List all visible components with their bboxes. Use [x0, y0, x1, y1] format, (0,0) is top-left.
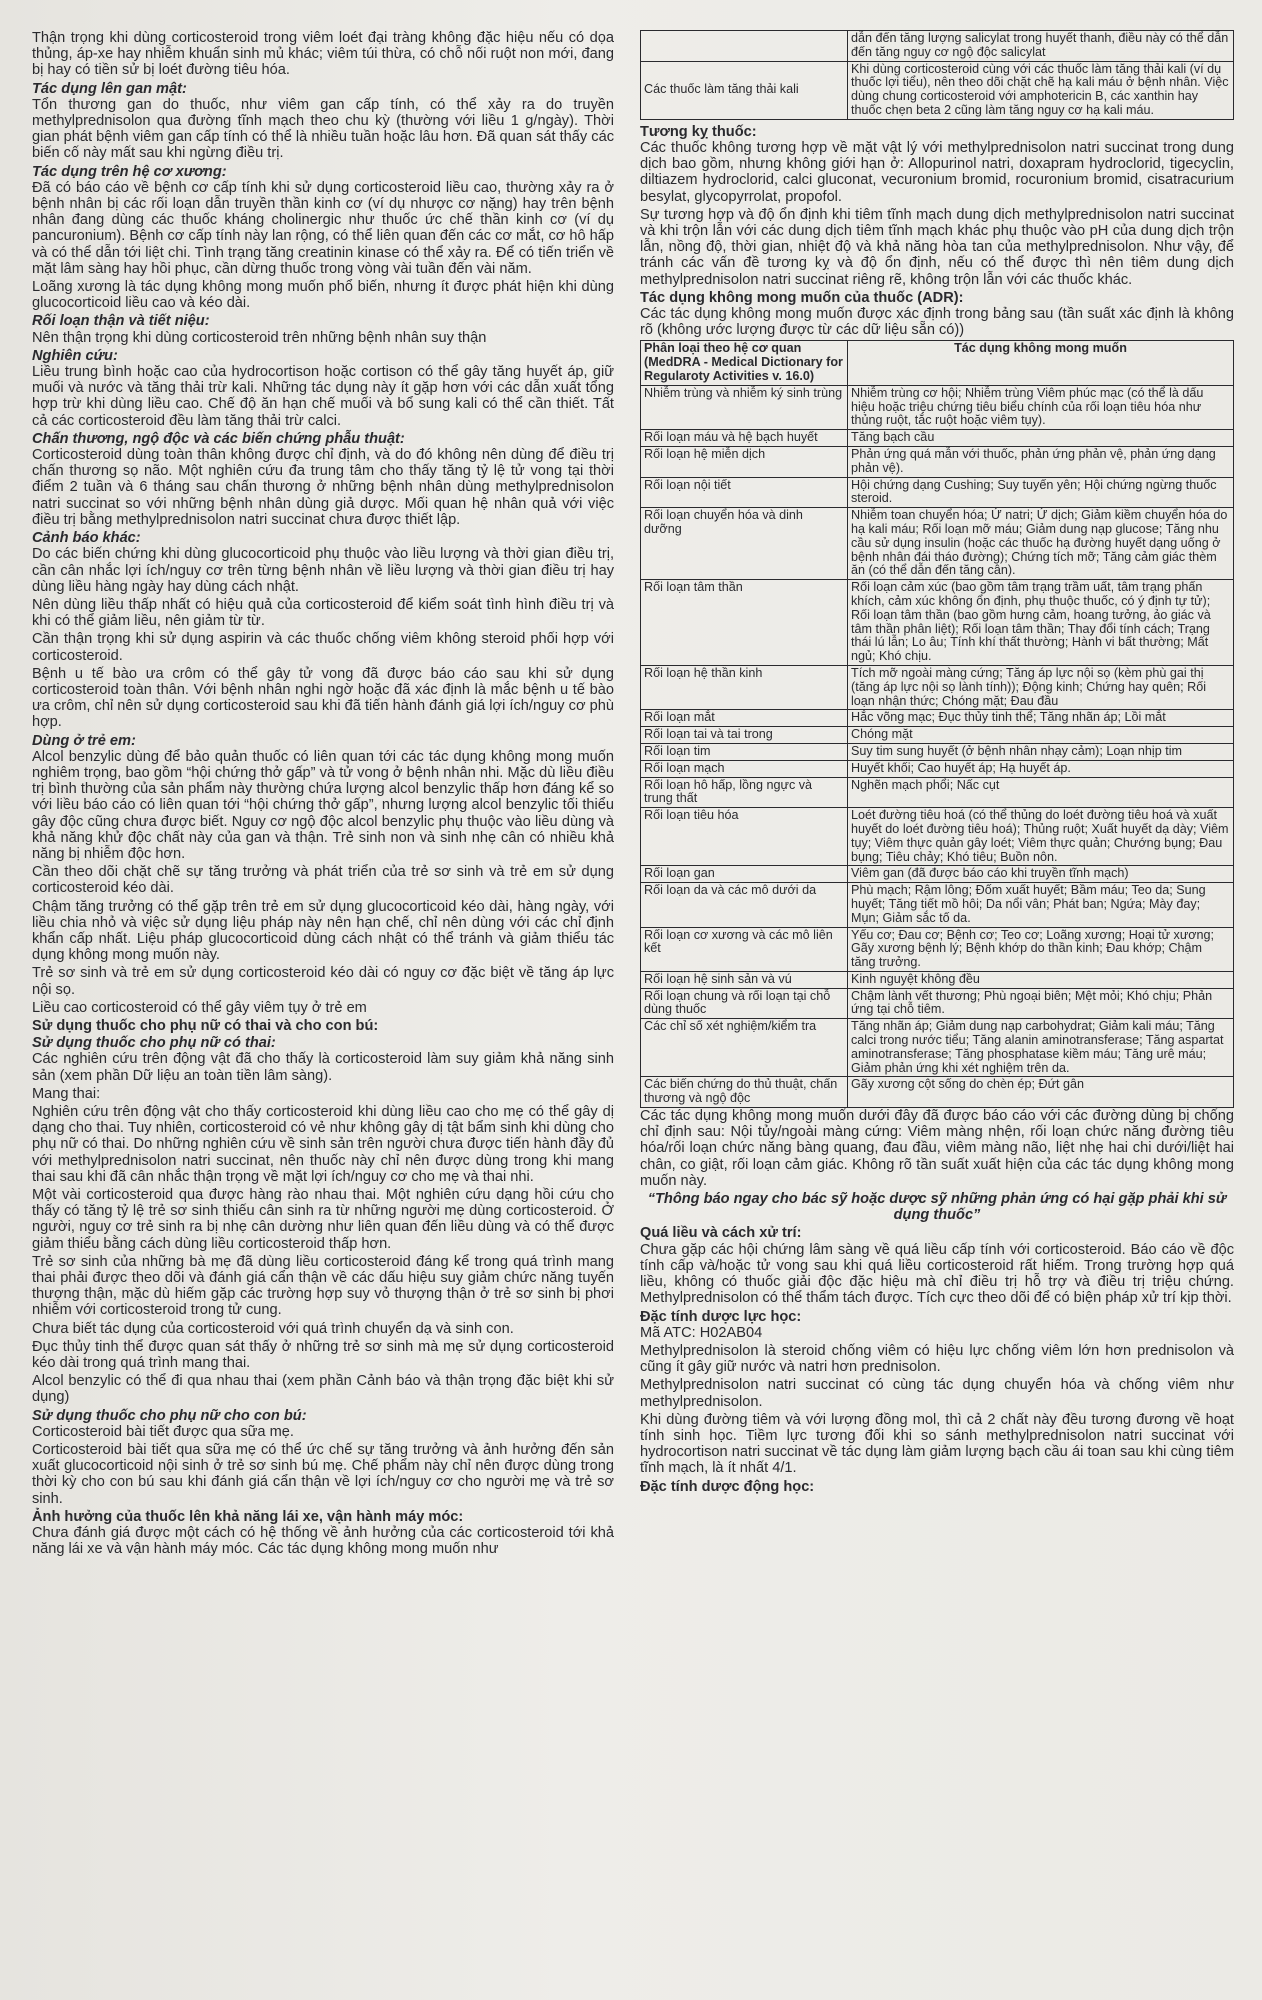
- paragraph: Corticosteroid bài tiết được qua sữa mẹ.: [32, 1423, 294, 1440]
- adr-row: [641, 710, 1234, 727]
- effect-cell: Tăng bạch cầu: [848, 430, 1234, 447]
- adr-row: [641, 727, 1234, 744]
- paragraph: Chưa đánh giá được một cách có hệ thống về ảnh hưởng của các corticosteroid tới khả năng lái xe và vận hành máy móc. Các tác dụng không mong muốn như: [32, 1525, 614, 1558]
- organ-class-cell: Rối loạn tâm thần: [641, 580, 848, 666]
- paragraph: Loãng xương là tác dụng không mong muốn phổ biến, nhưng ít được phát hiện khi dùng glucocorticoid liều cao và kéo dài.: [32, 279, 614, 312]
- adr-row: [641, 988, 1234, 1019]
- paragraph: Alcol benzylic dùng để bảo quản thuốc có liên quan tới các tác dụng không mong muốn nghiêm trọng, bao gồm “hội chứng thở gấp” và tử vong ở bệnh nhân nhi. Mặc dù liều điều trị bình thường của sản phẩm này thường chứa lượng alcol benzylic thấp hơn đáng kể so với liều báo cáo có liên quan tới “hội chứng thở gấp”, nhưng lượng alcol benzylic tối thiểu gây độc cũng chưa được biết. Nguy cơ ngộ độc alcol benzylic phụ thuộc vào liều dùng và khả năng khử độc chất này của gan và thận. Trẻ sinh non và sinh nhẹ cân có nhiều khả năng bị nhiễm độc hơn.: [32, 748, 614, 862]
- paragraph: Các nghiên cứu trên động vật đã cho thấy là corticosteroid làm suy giảm khả năng sinh sản (xem phần Dữ liệu an toàn tiền lâm sàng).: [32, 1051, 614, 1084]
- right-bottom-section: [640, 1108, 1234, 1495]
- organ-class-cell: Rối loạn hô hấp, lồng ngực và trung thất: [641, 777, 848, 808]
- effect-cell: Huyết khối; Cao huyết áp; Hạ huyết áp.: [848, 760, 1234, 777]
- effect-cell: Loét đường tiêu hoá (có thể thủng do loét đường tiêu hoá và xuất huyết do loét đường tiêu hoá); Thủng ruột; Xuất huyết dạ dày; Viêm tụy; Viêm thực quản gây loét; Viêm thực quản; Chướng bụng; Đau bụng; Tiêu chảy; Khó tiêu; Buồn nôn.: [848, 808, 1234, 866]
- organ-class-cell: Rối loạn cơ xương và các mô liên kết: [641, 927, 848, 971]
- organ-class-cell: Rối loạn máu và hệ bạch huyết: [641, 430, 848, 447]
- paragraph: Mã ATC: H02AB04: [640, 1324, 763, 1341]
- adr-header-effects: Tác dụng không mong muốn: [848, 341, 1234, 385]
- section-heading: Sử dụng thuốc cho phụ nữ có thai và cho con bú:: [32, 1017, 379, 1034]
- adr-header-organ-class: Phân loại theo hệ cơ quan (MedDRA - Medical Dictionary for Regularoty Activities v. 16.0): [641, 341, 848, 385]
- paragraph: Các tác dụng không mong muốn dưới đây đã được báo cáo với các đường dùng bị chống chỉ định sau: Nội tủy/ngoài màng cứng: Viêm màng nhện, rối loạn chức năng đường tiêu hóa/rối loạn chức năng bàng quang, đau đầu, viêm màng não, liệt nhẹ hai chi dưới/liệt hai chân, co giật, rối loạn cảm giác. Không rõ tần suất xuất hiện của các tác dụng không mong muốn này.: [640, 1108, 1234, 1189]
- organ-class-cell: [641, 31, 848, 62]
- adr-row: [641, 808, 1234, 866]
- effect-cell: Tăng nhãn áp; Giảm dung nạp carbohydrat; Giảm kali máu; Tăng calci trong nước tiểu; Tăng alanin aminotransferase; Tăng aspartat aminotransferase; Tăng phosphatase kiềm máu; Tăng urê máu; Giảm phản ứng khi xét nghiệm trên da.: [848, 1019, 1234, 1077]
- paragraph: Nên thận trọng khi dùng corticosteroid trên những bệnh nhân suy thận: [32, 329, 487, 346]
- organ-class-cell: Rối loạn chuyển hóa và dinh dưỡng: [641, 508, 848, 580]
- paragraph: Sự tương hợp và độ ổn định khi tiêm tĩnh mạch dung dịch methylprednisolon natri succinat và khi trộn lẫn với các dung dịch tiêm tĩnh mạch khác phụ thuộc vào pH của dung dịch trộn lẫn, nồng độ, thời gian, nhiệt độ và khả năng hòa tan của methylprednisolon. Như vậy, để tránh các vấn đề tương kỵ và độ ổn định, nếu có thể được thì nên tiêm dung dịch methylprednisolon natri succinat riêng rẽ, không trộn lẫn với các thuốc khác.: [640, 206, 1234, 288]
- effect-cell: Phù mạch; Rậm lông; Đốm xuất huyết; Bầm máu; Teo da; Sung huyết; Tăng tiết mồ hôi; Da nổi vân; Phát ban; Ngứa; Mày đay; Mụn; Giảm sắc tố da.: [848, 883, 1234, 927]
- effect-cell: Suy tim sung huyết (ở bệnh nhân nhạy cảm); Loạn nhịp tim: [848, 743, 1234, 760]
- interaction-row: [641, 61, 1234, 119]
- right-middle-section: [640, 124, 1234, 339]
- paragraph: Cần theo dõi chặt chẽ sự tăng trưởng và phát triển của trẻ sơ sinh và trẻ em sử dụng corticosteroid kéo dài.: [32, 864, 614, 897]
- adr-row: [641, 430, 1234, 447]
- effect-cell: Viêm gan (đã được báo cáo khi truyền tĩnh mạch): [848, 866, 1234, 883]
- organ-class-cell: Rối loạn da và các mô dưới da: [641, 883, 848, 927]
- paragraph: Corticosteroid dùng toàn thân không được chỉ định, và do đó không nên dùng để điều trị chấn thương sọ não. Một nghiên cứu đa trung tâm cho thấy tăng tỷ lệ tử vong tại thời điểm 2 tuần và 6 tháng sau chấn thương ở những bệnh nhân dùng methylprednisolon natri succinat so với những bệnh nhân dùng giả dược. Mối quan hệ nhân quả với việc điều trị bằng methylprednisolon natri succinat chưa được thiết lập.: [32, 447, 614, 528]
- section-heading: Cảnh báo khác:: [32, 530, 141, 547]
- adr-row: [641, 508, 1234, 580]
- paragraph: Chưa biết tác dụng của corticosteroid với quá trình chuyển dạ và sinh con.: [32, 1320, 514, 1337]
- section-heading: Tương kỵ thuốc:: [640, 123, 757, 140]
- paragraph: Đã có báo cáo về bệnh cơ cấp tính khi sử dụng corticosteroid liều cao, thường xảy ra ở bệnh nhân bị các rối loạn dẫn truyền thần kinh cơ (ví dụ nhược cơ nặng) hay trên bệnh nhân đang dùng các thuốc kháng cholinergic như thuốc ức chế thần kinh cơ (ví dụ pancuronium). Bệnh cơ cấp tính này lan rộng, có thể liên quan đến các cơ mắt, cơ hô hấp và có thể dẫn tới liệt chi. Tình trạng tăng creatinin kinase có thể xảy ra. Để có tiến triển về mặt lâm sàng hay hồi phục, cần dừng thuốc trong vòng vài tuần đến vài năm.: [32, 179, 614, 277]
- paragraph: Chưa gặp các hội chứng lâm sàng về quá liều cấp tính với corticosteroid. Báo cáo về độc tính cấp và/hoặc tử vong sau khi quá liều corticosteroid rất hiếm. Trong trường hợp quá liều, không có thuốc giải độc đặc hiệu mà chỉ điều trị hỗ trợ và điều trị triệu chứng. Methylprednisolon có thể thẩm tách được. Tích cực theo dõi để có biện pháp xử trí kịp thời.: [640, 1241, 1234, 1307]
- organ-class-cell: Các biến chứng do thủ thuật, chấn thương và ngộ độc: [641, 1077, 848, 1108]
- organ-class-cell: Rối loạn tiêu hóa: [641, 808, 848, 866]
- organ-class-cell: Rối loạn hệ sinh sản và vú: [641, 971, 848, 988]
- organ-class-cell: Rối loạn mắt: [641, 710, 848, 727]
- paragraph: Do các biến chứng khi dùng glucocorticoid phụ thuộc vào liều lượng và thời gian điều trị, cần cân nhắc lợi ích/nguy cơ trên từng bệnh nhân về liều lượng và thời gian điều trị hay dùng liều hàng ngày hay dùng cách nhật.: [32, 546, 614, 595]
- adr-row: [641, 971, 1234, 988]
- organ-class-cell: Rối loạn gan: [641, 866, 848, 883]
- adr-row: [641, 760, 1234, 777]
- adr-row: [641, 743, 1234, 760]
- paragraph: Các tác dụng không mong muốn được xác định trong bảng sau (tần suất xác định là không rõ (không ước lượng được từ các dữ liệu sẵn có)): [640, 306, 1234, 339]
- effect-cell: Yếu cơ; Đau cơ; Bệnh cơ; Teo cơ; Loãng xương; Hoại tử xương; Gãy xương bệnh lý; Bệnh khớp do thần kinh; Đau khớp; Chậm tăng trưởng.: [848, 927, 1234, 971]
- effect-cell: Tích mỡ ngoài màng cứng; Tăng áp lực nội sọ (kèm phù gai thị (tăng áp lực nội sọ lành tính)); Động kinh; Chứng hay quên; Rối loạn nhận thức; Chóng mặt; Đau đầu: [848, 665, 1234, 709]
- section-heading: Tác dụng trên hệ cơ xương:: [32, 163, 227, 180]
- effect-cell: Phản ứng quá mẫn với thuốc, phản ứng phản vệ, phản ứng dạng phản vệ).: [848, 447, 1234, 478]
- adr-row: [641, 866, 1234, 883]
- paragraph: Trẻ sơ sinh của những bà mẹ đã dùng liều corticosteroid đáng kể trong quá trình mang thai phải được theo dõi và đánh giá cẩn thận về các dấu hiệu suy giảm chức năng tuyến thượng thận, mặc dù hiếm gặp các trường hợp suy vỏ thượng thận ở trẻ sơ sinh bị phơi nhiễm với corticosteroid trong tử cung.: [32, 1253, 614, 1319]
- effect-cell: Nghẽn mạch phổi; Nấc cụt: [848, 777, 1234, 808]
- section-heading: Ảnh hưởng của thuốc lên khả năng lái xe, vận hành máy móc:: [32, 1508, 464, 1525]
- effect-cell: Khi dùng corticosteroid cùng với các thuốc làm tăng thải kali (ví dụ thuốc lợi tiểu), nên theo dõi chặt chẽ hạ kali máu ở bệnh nhân. Việc dùng chung corticosteroid với amphotericin B, các xanthin hay thuốc chẹn beta 2 cũng làm tăng nguy cơ hạ kali máu.: [848, 61, 1234, 119]
- organ-class-cell: Các chỉ số xét nghiệm/kiểm tra: [641, 1019, 848, 1077]
- left-column: [32, 30, 614, 1996]
- paragraph: Một vài corticosteroid qua được hàng rào nhau thai. Một nghiên cứu dạng hồi cứu cho thấy có tăng tỷ lệ trẻ sơ sinh thiếu cân sinh ra từ những người mẹ dùng corticosteroid. Ở người, nguy cơ trẻ sinh ra bị nhẹ cân dường như liên quan đến liều dùng và có thể được giảm thiểu bằng cách dùng liều corticosteroid thấp hơn.: [32, 1187, 614, 1252]
- organ-class-cell: Rối loạn mạch: [641, 760, 848, 777]
- paragraph: Nghiên cứu trên động vật cho thấy corticosteroid khi dùng liều cao cho mẹ có thể gây dị dạng cho thai. Tuy nhiên, corticosteroid có vẻ như không gây dị tật bẩm sinh khi dùng cho phụ nữ có thai. Do những nghiên cứu về sinh sản trên người chưa được tiến hành đầy đủ với methylprednisolon natri succinat, nên thuốc này chỉ nên được dùng trong khi mang thai sau khi đã cân nhắc thận trọng về mặt lợi ích/nguy cơ cho mẹ và thai nhi.: [32, 1104, 614, 1185]
- effect-cell: Chóng mặt: [848, 727, 1234, 744]
- interaction-row: [641, 31, 1234, 62]
- paragraph: Tổn thương gan do thuốc, như viêm gan cấp tính, có thể xảy ra do truyền methylprednisolon qua đường tĩnh mạch theo chu kỳ (thường với liều 1 g/ngày). Thời gian phát bệnh viêm gan cấp tính có thể là nhiều tuần hoặc lâu hơn. Đã quan sát thấy các biến cố này mất sau khi ngừng điều trị.: [32, 96, 614, 162]
- adr-row: [641, 447, 1234, 478]
- paragraph: Nên dùng liều thấp nhất có hiệu quả của corticosteroid để kiểm soát tình hình điều trị và khi có thể giảm liều, nên giảm từ từ.: [32, 596, 614, 630]
- paragraph: Liều cao corticosteroid có thể gây viêm tụy ở trẻ em: [32, 999, 367, 1016]
- effect-cell: Nhiễm trùng cơ hội; Nhiễm trùng Viêm phúc mạc (có thể là dấu hiệu hoặc triệu chứng tiêu biểu chính của rối loạn tiêu hóa như thủng ruột, tắc ruột hoặc viêm tụy).: [848, 385, 1234, 429]
- effect-cell: Chậm lành vết thương; Phù ngoại biên; Mệt mỏi; Khó chịu; Phản ứng tại chỗ tiêm.: [848, 988, 1234, 1019]
- effect-cell: Hắc võng mạc; Đục thủy tinh thể; Tăng nhãn áp; Lồi mắt: [848, 710, 1234, 727]
- adr-row: [641, 665, 1234, 709]
- effect-cell: Rối loạn cảm xúc (bao gồm tâm trạng trầm uất, tâm trạng phấn khích, cảm xúc không ổn định, phụ thuộc thuốc, có ý định tự tử); Rối loạn tâm thần (bao gồm hưng cảm, hoang tưởng, ảo giác và tâm thần phân liệt); Rối loạn tâm thần; Thay đổi tính cách; Trạng thái lú lẫn; Lo âu; Tính khí thất thường; Hành vi bất thường; Mất ngủ; Khó chịu.: [848, 580, 1234, 666]
- paragraph: Mang thai:: [32, 1085, 101, 1102]
- effect-cell: Gãy xương cột sống do chèn ép; Đứt gân: [848, 1077, 1234, 1108]
- organ-class-cell: Rối loạn chung và rối loạn tại chỗ dùng thuốc: [641, 988, 848, 1019]
- paragraph: Liều trung bình hoặc cao của hydrocortison hoặc cortison có thể gây tăng huyết áp, giữ muối và nước và tăng thải trừ kali. Những tác dụng này ít gặp hơn với các dẫn xuất tổng hợp trừ khi dùng liều cao. Chế độ ăn hạn chế muối và bổ sung kali có thể cần thiết. Tất cả các corticosteroid đều làm tăng thải trừ calci.: [32, 364, 614, 429]
- paragraph: Cần thận trọng khi sử dụng aspirin và các thuốc chống viêm không steroid phối hợp với corticosteroid.: [32, 631, 614, 664]
- adr-row: [641, 477, 1234, 508]
- paragraph: Chậm tăng trưởng có thể gặp trên trẻ em sử dụng glucocorticoid kéo dài, hàng ngày, với liều chia nhỏ và việc sử dụng liệu pháp này nên hạn chế, chỉ nên dùng với các chỉ định khẩn cấp nhất. Liệu pháp glucocorticoid dùng cách nhật có thể tránh và giảm thiểu tác dụng không mong muốn này.: [32, 898, 614, 964]
- section-heading: Nghiên cứu:: [32, 347, 118, 364]
- effect-cell: dẫn đến tăng lượng salicylat trong huyết thanh, điều này có thể dẫn đến tăng nguy cơ ngộ độc salicylat: [848, 31, 1234, 62]
- paragraph: Thận trọng khi dùng corticosteroid trong viêm loét đại tràng không đặc hiệu nếu có dọa thủng, áp-xe hay nhiễm khuẩn sinh mủ khác; viêm túi thừa, có chỗ nối ruột non mới, đang bị hay có tiền sử bị loét đường tiêu hóa.: [32, 30, 614, 79]
- paragraph: Methylprednisolon là steroid chống viêm có hiệu lực chống viêm lớn hơn prednisolon và cũng ít gây giữ nước và natri hơn prednisolon.: [640, 1342, 1234, 1376]
- adr-row: [641, 1077, 1234, 1108]
- organ-class-cell: Rối loạn hệ thần kinh: [641, 665, 848, 709]
- section-heading: Đặc tính dược động học:: [640, 1478, 815, 1495]
- section-heading: Tác dụng không mong muốn của thuốc (ADR):: [640, 289, 964, 306]
- section-heading: Rối loạn thận và tiết niệu:: [32, 313, 210, 330]
- paragraph: Methylprednisolon natri succinat có cùng tác dụng chuyển hóa và chống viêm như methylprednisolon.: [640, 1377, 1234, 1410]
- paragraph: Corticosteroid bài tiết qua sữa mẹ có thể ức chế sự tăng trưởng và ảnh hưởng đến sản xuất glucocorticoid nội sinh ở trẻ sơ sinh bú mẹ. Chế phẩm này chỉ nên được dùng trong thời kỳ cho con bú sau khi đánh giá cẩn thận về lợi ích/nguy cơ cho người mẹ và trẻ sơ sinh.: [32, 1442, 614, 1507]
- adr-row: [641, 883, 1234, 927]
- section-heading: Đặc tính dược lực học:: [640, 1308, 802, 1325]
- section-heading: Tác dụng lên gan mật:: [32, 80, 187, 97]
- paragraph: Đục thủy tinh thể được quan sát thấy ở những trẻ sơ sinh mà mẹ sử dụng corticosteroid kéo dài trong quá trình mang thai.: [32, 1338, 614, 1372]
- adr-row: [641, 777, 1234, 808]
- adr-row: [641, 580, 1234, 666]
- paragraph: Khi dùng đường tiêm và với lượng đồng mol, thì cả 2 chất này đều tương đương về hoạt tính sinh học. Tiềm lực tương đối khi so sánh methylprednisolon natri succinat với hydrocortison natri succinat về tác dụng làm giảm lượng bạch cầu ái toan sau khi cùng tiêm tĩnh mạch, là ít nhất 4/1.: [640, 1411, 1234, 1477]
- effect-cell: Nhiễm toan chuyển hóa; Ứ natri; Ứ dịch; Giảm kiềm chuyển hóa do hạ kali máu; Rối loạn mỡ máu; Giảm dung nạp glucose; Tăng nhu cầu sử dụng insulin (hoặc các thuốc hạ đường huyết dạng uống ở bệnh nhân đái tháo đường); Chứng tích mỡ; Tăng cảm giác thèm ăn (có thể dẫn đến tăng cân).: [848, 508, 1234, 580]
- organ-class-cell: Rối loạn tim: [641, 743, 848, 760]
- interaction-table: [640, 30, 1234, 120]
- section-heading: Sử dụng thuốc cho phụ nữ có thai:: [32, 1035, 276, 1052]
- organ-class-cell: Rối loạn nội tiết: [641, 477, 848, 508]
- right-column: [640, 30, 1234, 1996]
- adr-row: [641, 385, 1234, 429]
- section-heading: Dùng ở trẻ em:: [32, 732, 136, 749]
- section-heading: Chấn thương, ngộ độc và các biến chứng phẫu thuật:: [32, 430, 405, 447]
- paragraph: Trẻ sơ sinh và trẻ em sử dụng corticosteroid kéo dài có nguy cơ đặc biệt về tăng áp lực nội sọ.: [32, 965, 614, 998]
- paragraph: Các thuốc không tương hợp về mặt vật lý với methylprednisolon natri succinat trong dung dịch bao gồm, nhưng không giới hạn ở: Allopurinol natri, doxapram hydroclorid, tigecyclin, diltiazem hydroclorid, calci gluconat, vecuronium bromid, rocuronium bromid, cisatracurium besylat, glycopyrrolat, propofol.: [640, 139, 1234, 205]
- paragraph: Alcol benzylic có thể đi qua nhau thai (xem phần Cảnh báo và thận trọng đặc biệt khi sử dụng): [32, 1373, 614, 1406]
- adr-table: [640, 340, 1234, 1108]
- section-heading: Quá liều và cách xử trí:: [640, 1225, 802, 1242]
- effect-cell: Hội chứng dạng Cushing; Suy tuyến yên; Hội chứng ngừng thuốc steroid.: [848, 477, 1234, 508]
- organ-class-cell: Rối loạn hệ miễn dịch: [641, 447, 848, 478]
- notice-text: “Thông báo ngay cho bác sỹ hoặc dược sỹ những phản ứng có hại gặp phải khi sử dụng thuốc”: [647, 1191, 1227, 1224]
- adr-row: [641, 927, 1234, 971]
- paragraph: Bệnh u tế bào ưa crôm có thể gây tử vong đã được báo cáo sau khi sử dụng corticosteroid toàn thân. Với bệnh nhân nghi ngờ hoặc đã xác định là mắc bệnh u tế bào ưa crôm, chỉ nên sử dụng corticosteroid sau khi đã tiến hành đánh giá lợi ích/nguy cơ phù hợp.: [32, 665, 614, 731]
- organ-class-cell: Nhiễm trùng và nhiễm ký sinh trùng: [641, 385, 848, 429]
- effect-cell: Kinh nguyệt không đều: [848, 971, 1234, 988]
- section-heading: Sử dụng thuốc cho phụ nữ cho con bú:: [32, 1407, 307, 1424]
- organ-class-cell: Các thuốc làm tăng thải kali: [641, 61, 848, 119]
- adr-row: [641, 1019, 1234, 1077]
- adr-table-header: [641, 341, 1234, 385]
- organ-class-cell: Rối loạn tai và tai trong: [641, 727, 848, 744]
